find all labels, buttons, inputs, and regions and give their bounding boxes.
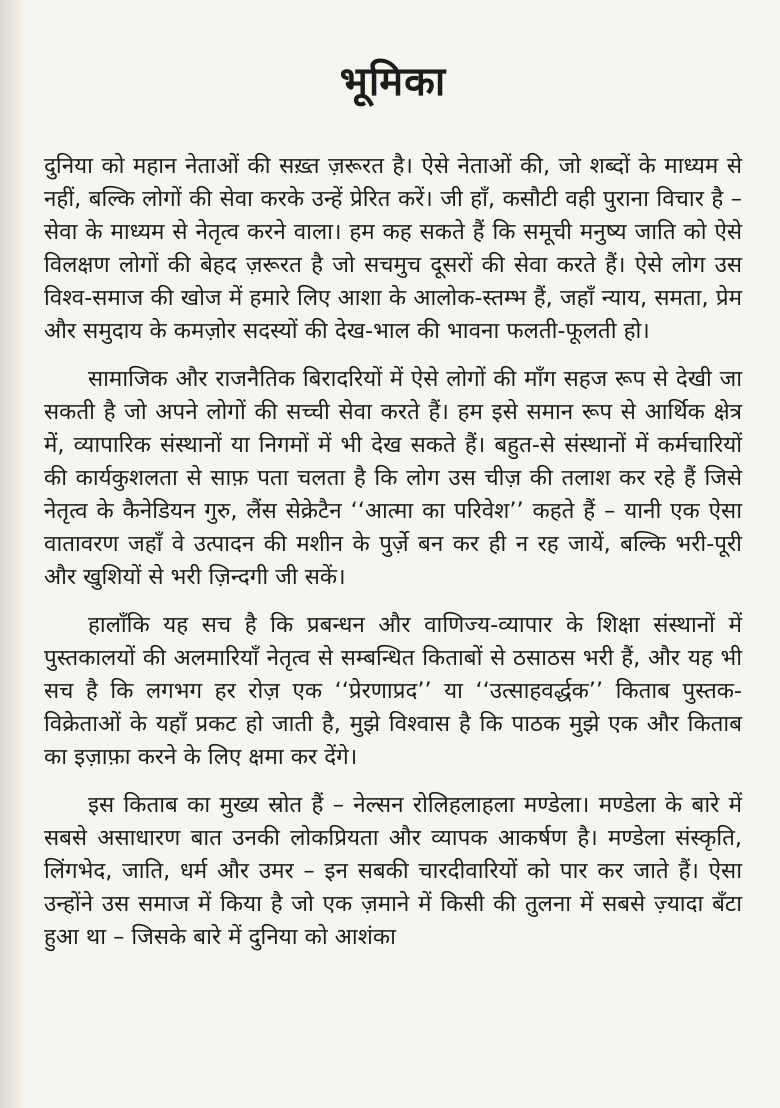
- paragraph-1: दुनिया को महान नेताओं की सख़्त ज़रूरत है। ऐसे नेताओं की, जो शब्दों के माध्यम से नहीं, बल्कि लोगों की सेवा करके उन्हें प्रेरित करें। जी हाँ, कसौटी वही पुराना विचार है – सेवा के माध्यम से नेतृत्व करने वाला। हम कह सकते हैं कि समूची मनुष्य जाति को ऐसे विलक्षण लोगों की बेहद ज़रूरत है जो सचमुच दूसरों की सेवा करते हैं। ऐसे लोग उस विश्व-समाज की खोज में हमारे लिए आशा के आलोक-स्तम्भ हैं, जहाँ न्याय, समता, प्रेम और समुदाय के कमज़ोर सदस्यों की देख-भाल की भावना फलती-फूलती हो।: [44, 153, 742, 344]
- page-title: भूमिका: [339, 59, 447, 105]
- paragraph-2: सामाजिक और राजनैतिक बिरादरियों में ऐसे लोगों की माँग सहज रूप से देखी जा सकती है जो अपने लोगों की सच्ची सेवा करते हैं। हम इसे समान रूप से आर्थिक क्षेत्र में, व्यापारिक संस्थानों या निगमों में भी देख सकते हैं। बहुत-से संस्थानों में कर्मचारियों की कार्यकुशलता से साफ़ पता चलता है कि लोग उस चीज़ की तलाश कर रहे हैं जिसे नेतृत्व के कैनेडियन गुरु, लैंस सेक्रेटैन ‘‘आत्मा का परिवेश’’ कहते हैं – यानी एक ऐसा वातावरण जहाँ वे उत्पादन की मशीन के पुर्ज़े बन कर ही न रह जायें, बल्कि भरी-पूरी और खुशियों से भरी ज़िन्दगी जी सकें।: [44, 366, 742, 590]
- page-content: [44, 58, 742, 969]
- paragraph-3: हालाँकि यह सच है कि प्रबन्धन और वाणिज्य-व्यापार के शिक्षा संस्थानों में पुस्तकालयों की अलमारियाँ नेतृत्व से सम्बन्धित किताबों से ठसाठस भरी हैं, और यह भी सच है कि लगभग हर रोज़ एक ‘‘प्रेरणाप्रद’’ या ‘‘उत्साहवर्द्धक’’ किताब पुस्तक-विक्रेताओं के यहाँ प्रकट हो जाती है, मुझे विश्वास है कि पाठक मुझे एक और किताब का इज़ाफ़ा करने के लिए क्षमा कर देंगे।: [44, 612, 742, 770]
- page-gutter-shadow: [0, 0, 26, 1108]
- paragraph-4: इस किताब का मुख्य स्रोत हैं – नेल्सन रोलिहलाहला मण्डेला। मण्डेला के बारे में सबसे असाधारण बात उनकी लोकप्रियता और व्यापक आकर्षण है। मण्डेला संस्कृति, लिंगभेद, जाति, धर्म और उमर – इन सबकी चारदीवारियों को पार कर जाते हैं। ऐसा उन्होंने उस समाज में किया है जो एक ज़माने में किसी की तुलना में सबसे ज़्यादा बँटा हुआ था – जिसके बारे में दुनिया को आशंका: [44, 792, 742, 950]
